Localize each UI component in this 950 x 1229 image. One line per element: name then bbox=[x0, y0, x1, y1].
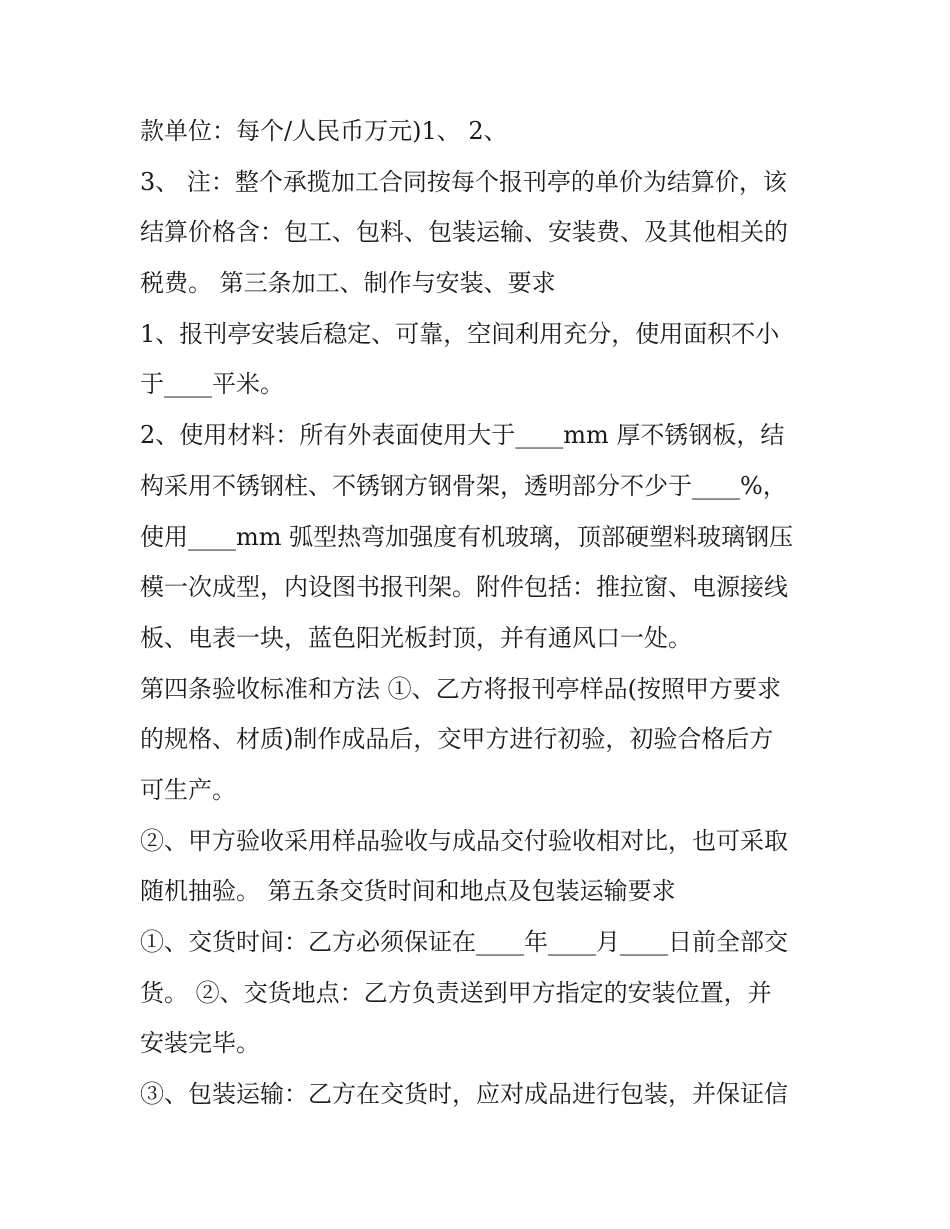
text-line: 第四条验收标准和方法 ①、乙方将报刊亭样品(按照甲方要求 bbox=[140, 674, 781, 703]
text-line: ①、交货时间：乙方必须保证在____年____月____日前全部交 bbox=[140, 928, 788, 956]
text-line: 可生产。 bbox=[140, 775, 236, 804]
text-line: 1、报刊亭安装后稳定、可靠，空间利用充分，使用面积不小 bbox=[140, 319, 780, 348]
text-line: 税费。 第三条加工、制作与安装、要求 bbox=[140, 269, 556, 298]
text-line: 使用____mm 弧型热弯加强度有机玻璃，顶部硬塑料玻璃钢压 bbox=[140, 522, 794, 551]
text-line: 款单位：每个/人民币万元)1、 2、 bbox=[140, 117, 508, 145]
text-line: 货。 ②、交货地点：乙方负责送到甲方指定的安装位置，并 bbox=[140, 978, 772, 1007]
text-line: 安装完毕。 bbox=[140, 1029, 260, 1058]
text-line: 结算价格含：包工、包料、包装运输、安装费、及其他相关的 bbox=[140, 218, 788, 247]
text-line: 的规格、材质)制作成品后，交甲方进行初验，初验合格后方 bbox=[140, 725, 774, 754]
text-line: 于____平米。 bbox=[140, 370, 284, 399]
text-line: 构采用不锈钢柱、不锈钢方钢骨架，透明部分不少于____%， bbox=[140, 471, 787, 500]
text-line: 板、电表一块，蓝色阳光板封顶，并有通风口一处。 bbox=[140, 623, 692, 652]
text-line: 随机抽验。 第五条交货时间和地点及包装运输要求 bbox=[140, 877, 676, 906]
text-line: 2、使用材料：所有外表面使用大于____mm 厚不锈钢板，结 bbox=[140, 421, 785, 450]
text-line: 模一次成型，内设图书报刊架。附件包括：推拉窗、电源接线 bbox=[140, 573, 788, 602]
text-line: 3、 注：整个承揽加工合同按每个报刊亭的单价为结算价，该 bbox=[140, 167, 787, 196]
text-line: ③、包装运输：乙方在交货时，应对成品进行包装，并保证信 bbox=[140, 1080, 788, 1109]
text-line: ②、甲方验收采用样品验收与成品交付验收相对比，也可采取 bbox=[140, 826, 788, 855]
document-body bbox=[140, 106, 820, 1120]
